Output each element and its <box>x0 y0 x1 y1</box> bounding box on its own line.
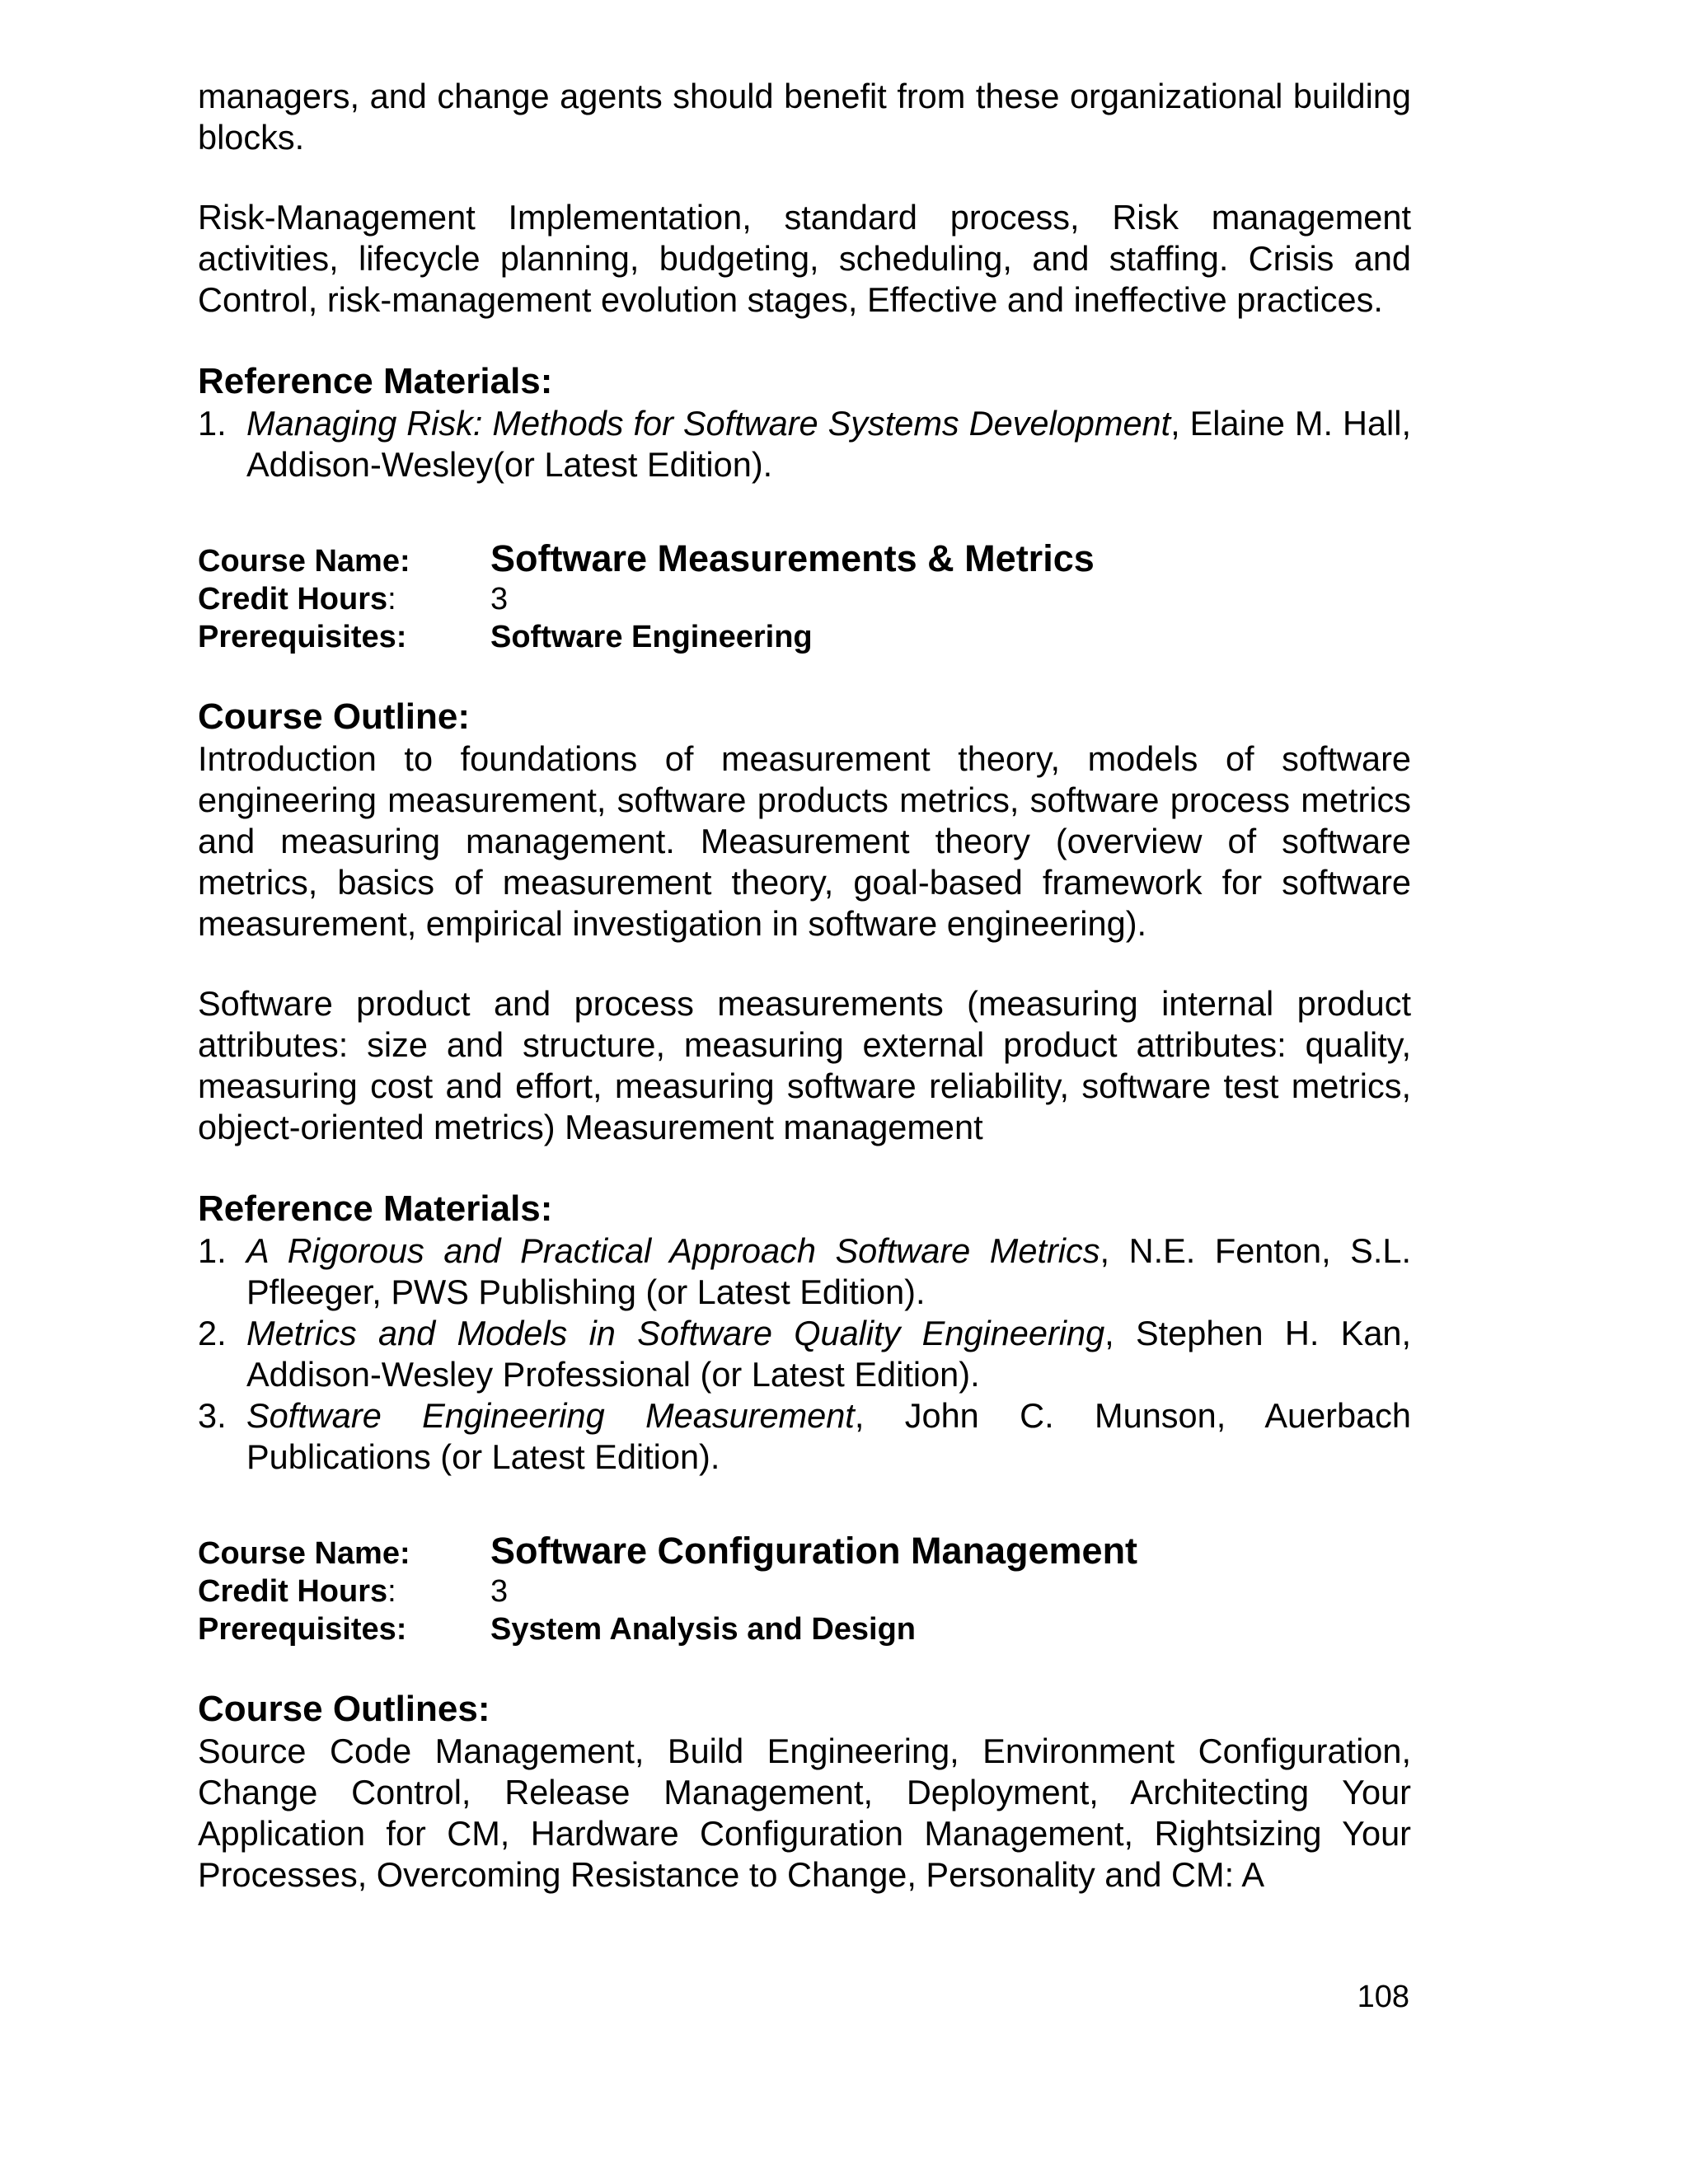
prerequisites-value: System Analysis and Design <box>490 1612 917 1647</box>
course-outline-paragraph: Source Code Management, Build Engineering, Environment Configuration, Change Control, Release Management, Deployment, Architecting Your Application for CM, Hardware Configuration Management, Rightsizing Your Processes, Overcoming Resistance to Change, Personality and CM: A <box>198 1732 1411 1894</box>
course-name: Software Measurements & Metrics <box>490 537 1095 579</box>
reference-title: Metrics and Models in Software Quality Engineering <box>246 1314 1105 1352</box>
reference-title: Managing Risk: Methods for Software Systems Development <box>246 404 1171 443</box>
intro-paragraph-1: managers, and change agents should benefit from these organizational building blocks. <box>198 77 1411 157</box>
reference-details: , N.E. Fenton, S.L. Pfleeger, PWS Publishing (or Latest Edition). <box>246 1231 1411 1311</box>
reference-details: , John C. Munson, Auerbach Publications (or Latest Edition). <box>246 1396 1411 1476</box>
prerequisites-value: Software Engineering <box>490 620 813 654</box>
course-header-measurements <box>198 537 1411 656</box>
reference-materials-heading: Reference Materials: <box>198 1188 553 1229</box>
credit-hours-value: 3 <box>490 582 509 616</box>
course-outline-paragraph-1: Introduction to foundations of measurement theory, models of software engineering measurement, software products metrics, software process metrics and measuring management. Measurement theory (overview of software metrics, basics of measurement theory, goal-based framework for software measurement, empirical investigation in software engineering). <box>198 739 1411 943</box>
credit-hours-label: Credit Hours: <box>198 1574 396 1609</box>
reference-title: Software Engineering Measurement <box>246 1396 855 1435</box>
credit-hours-label: Credit Hours: <box>198 582 396 616</box>
course-name: Software Configuration Management <box>490 1530 1138 1572</box>
course-outlines-heading: Course Outlines: <box>198 1689 490 1729</box>
reference-details: , Elaine M. Hall, Addison-Wesley(or Latest Edition). <box>246 404 1411 484</box>
reference-item: 2. Metrics and Models in Software Quality Engineering, Stephen H. Kan, Addison-Wesley Professional (or Latest Edition). <box>198 1314 1412 1394</box>
course-outline-paragraph-2: Software product and process measurements (measuring internal product attributes: size and structure, measuring external product attributes: quality, measuring cost and effort, measuring software reliability, software test metrics, object-oriented metrics) Measurement management <box>198 984 1411 1146</box>
intro-paragraph-2: Risk-Management Implementation, standard process, Risk management activities, lifecycle planning, budgeting, scheduling, and staffing. Crisis and Control, risk-management evolution stages, Effective and ineffective practices. <box>198 198 1411 319</box>
reference-materials-heading: Reference Materials: <box>198 361 553 401</box>
course-outline-heading: Course Outline: <box>198 696 471 737</box>
course-name-label: Course Name: <box>198 1536 410 1571</box>
reference-item: 3. Software Engineering Measurement, John C. Munson, Auerbach Publications (or Latest Edition). <box>198 1396 1411 1476</box>
reference-item: 1. A Rigorous and Practical Approach Software Metrics, N.E. Fenton, S.L. Pfleeger, PWS Publishing (or Latest Edition). <box>198 1231 1411 1311</box>
reference-list <box>198 403 1411 485</box>
reference-list <box>198 1230 1411 1478</box>
page-number: 108 <box>1357 1980 1409 2014</box>
course-name-label: Course Name: <box>198 544 410 579</box>
reference-details: , Stephen H. Kan, Addison-Wesley Professional (or Latest Edition). <box>246 1314 1412 1394</box>
prerequisites-label: Prerequisites: <box>198 1612 407 1647</box>
credit-hours-value: 3 <box>490 1574 509 1609</box>
reference-item: 1. Managing Risk: Methods for Software Systems Development, Elaine M. Hall, Addison-Wesley(or Latest Edition). <box>198 404 1411 484</box>
course-header-configuration <box>198 1532 1411 1648</box>
reference-title: A Rigorous and Practical Approach Software Metrics <box>246 1231 1100 1270</box>
document-page <box>198 76 1411 1896</box>
prerequisites-label: Prerequisites: <box>198 620 407 654</box>
